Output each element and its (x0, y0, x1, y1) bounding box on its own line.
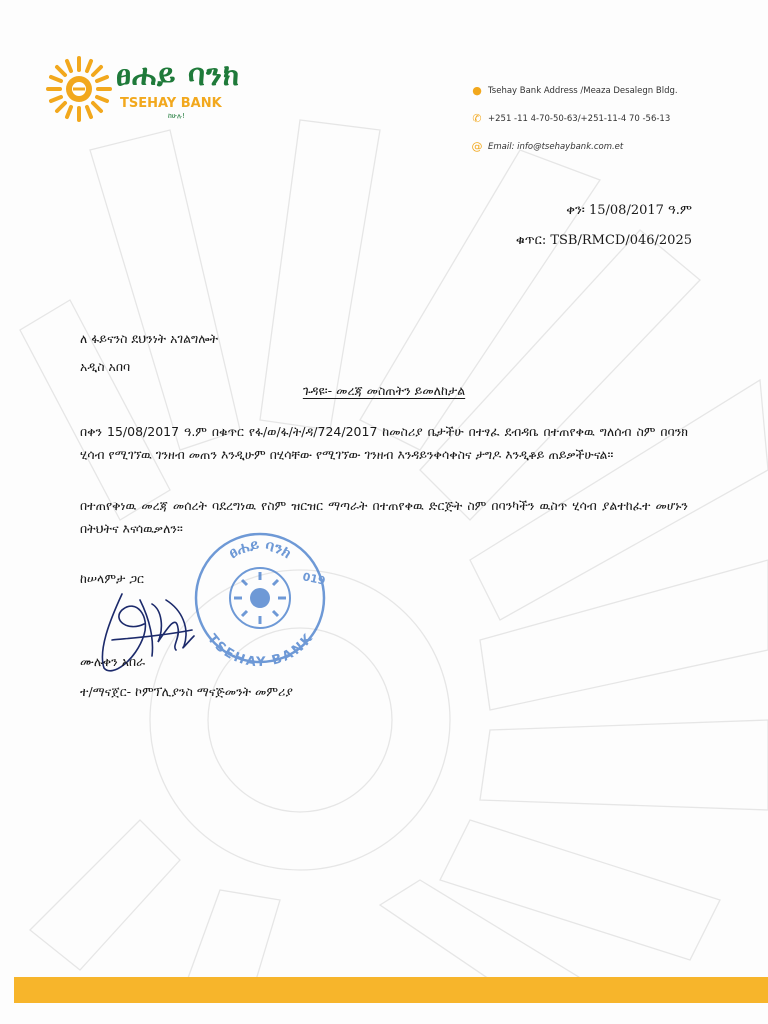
letter-date: ቀን፡ 15/08/2017 ዓ.ም (566, 203, 692, 218)
body-paragraph-1: በቀን 15/08/2017 ዓ.ም በቁጥር የፋ/ወ/ፋ/ት/ዳ/724/2017 ከመስሪያ ቤታችሁ በተፃፈ ደብዳቤ በተጠየቀዉ ግለሰብ ስም በባንክ ሂሳብ የሚገኘዉ ገንዘብ መጠን እንዲሁም በሂሳቸው የሚገኘው ገንዘብ እንዳይንቀሳቀስና ታግዶ እንዲቆይ ጠይቃችሁናል። (80, 424, 688, 462)
stamp-bottom-text: TSEHAY BANK (204, 631, 316, 668)
contact-address (470, 84, 678, 97)
bank-logo (44, 54, 264, 124)
svg-text:TSEHAY BANK (204, 631, 316, 668)
signatory-title: ተ/ማናጀር- ኮምፕሊያንስ ማናጅመንት መምሪያ (80, 684, 293, 699)
sun-logo-icon (44, 54, 114, 124)
email-text: Email: info@tsehaybank.com.et (488, 141, 624, 152)
subject-text: ጉዳዩ፡- መረጃ መስጠትን ይመለከታል (302, 383, 466, 398)
reference-number: ቁጥር: TSB/RMCD/046/2025 (515, 233, 692, 248)
address-text: Tsehay Bank Address /Meaza Desalegn Bldg. (488, 85, 678, 96)
footer-accent-bar (14, 977, 768, 1003)
stamp-number: 019 (301, 570, 327, 588)
brand-tagline: ከሁሉ! (168, 112, 185, 120)
location-pin-icon: ● (472, 84, 482, 97)
phone-text: +251 -11 4-70-50-63/+251-11-4 70 -56-13 (488, 113, 671, 124)
brand-name-amharic: ፀሐይ ባንክ (116, 58, 241, 93)
recipient-city: አዲስ አበባ (80, 359, 131, 374)
closing-greeting: ከሠላምታ ጋር (80, 571, 144, 586)
contact-phone (470, 112, 670, 125)
bank-stamp (190, 528, 330, 668)
at-sign-icon: @ (471, 140, 483, 153)
brand-name-english: TSEHAY BANK (120, 96, 222, 111)
body-paragraph-2: በተጠየቅነዉ መረጃ መሰረት ባደረግነዉ የስም ዝርዝር ማጣራት በተጠየቀዉ ድርጅት ስም በባንካችን ዉስጥ ሂሳብ ያልተከፈተ መሆኑን በትህትና እናሳዉቃለን። (80, 498, 688, 536)
stamp-top-text: ፀሐይ ባንክ (225, 535, 295, 562)
phone-icon: ✆ (472, 112, 482, 125)
recipient-name: ለ ፋይናንስ ደህንነት አገልግሎት (80, 331, 219, 346)
contact-email (470, 140, 623, 153)
subject-line (0, 383, 768, 399)
signatory-name: ሙሉቀን አበራ (80, 654, 146, 669)
